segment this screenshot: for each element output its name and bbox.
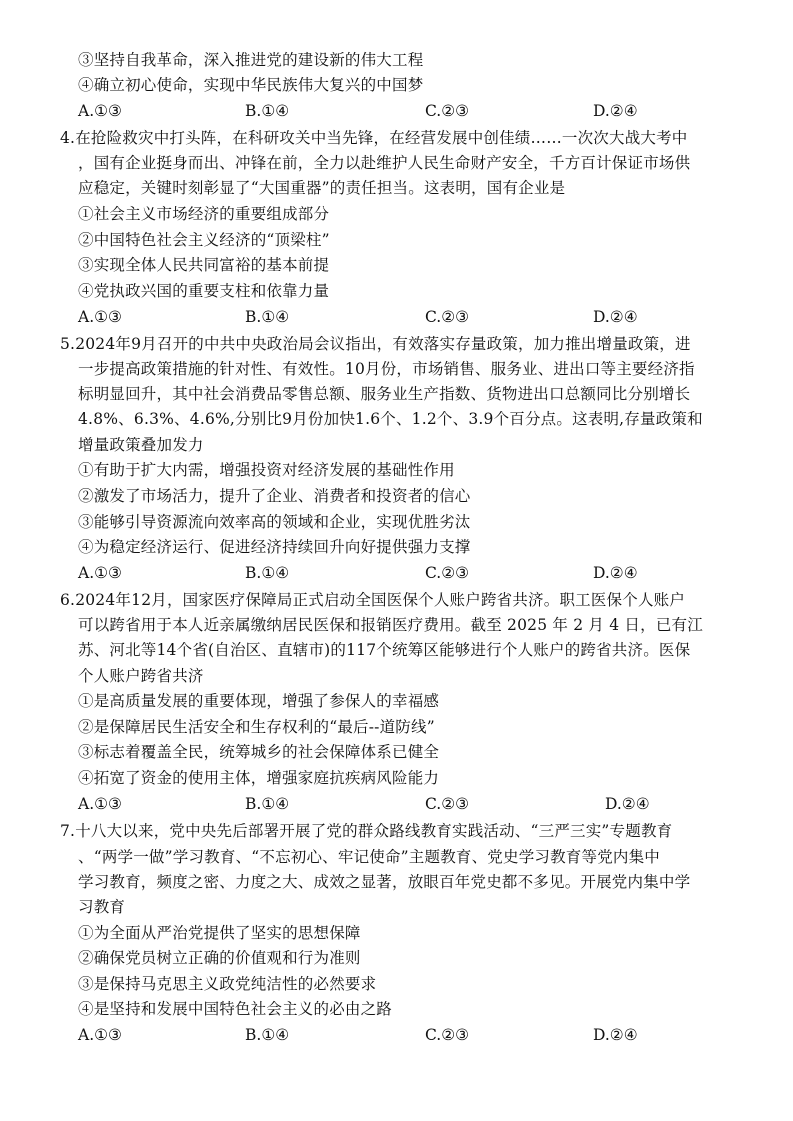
q5-stem-line-5: 增量政策叠加发力 — [78, 436, 204, 454]
q6-statement-1: ①是高质量发展的重要体现，增强了参保人的幸福感 — [78, 692, 440, 710]
q4-statement-2: ②中国特色社会主义经济的“顶梁柱” — [78, 231, 330, 249]
q6-option-c: C.②③ — [425, 795, 470, 813]
q7-stem-line-4: 习教育 — [78, 898, 126, 916]
q3-statement-3: ③坚持自我革命，深入推进党的建设新的伟大工程 — [78, 51, 424, 69]
q4-statement-1: ①社会主义市场经济的重要组成部分 — [78, 205, 330, 223]
q6-stem-line-3: 苏、河北等14个省(自治区、直辖市)的117个统筹区能够进行个人账户的跨省共济。医保 — [78, 641, 691, 659]
q5-statement-4: ④为稳定经济运行、促进经济持续回升向好提供强力支撑 — [78, 538, 471, 556]
q4-stem-line-3: 应稳定，关键时刻彰显了“大国重器”的责任担当。这表明，国有企业是 — [78, 179, 566, 197]
q6-option-a: A.①③ — [78, 795, 122, 813]
q7-option-c: C.②③ — [425, 1026, 470, 1044]
q5-stem-line-4: 4.8%、6.3%、4.6%,分别比9月份加快1.6个、1.2个、3.9个百分点。这表明,存量政策和 — [78, 410, 703, 428]
q6-stem-line-4: 个人账户跨省共济 — [78, 667, 204, 685]
q5-stem-line-2: 一步提高政策措施的针对性、有效性。10月份，市场销售、服务业、进出口等主要经济指 — [78, 360, 695, 378]
q7-stem-line-2: 、“两学一做”学习教育、“不忘初心、牢记使命”主题教育、党史学习教育等党内集中 — [78, 848, 660, 866]
q5-option-b: B.①④ — [245, 564, 290, 582]
q7-statement-2: ②确保党员树立正确的价值观和行为准则 — [78, 949, 361, 967]
q3-option-a: A.①③ — [78, 102, 122, 120]
q5-statement-1: ①有助于扩大内需，增强投资对经济发展的基础性作用 — [78, 461, 455, 479]
q6-statement-2: ②是保障居民生活安全和生存权利的“最后--道防线” — [78, 718, 435, 736]
q4-stem-line-1: 4.在抢险救灾中打头阵，在科研攻关中当先锋，在经营发展中创佳绩……一次次大战大考中 — [60, 129, 688, 147]
q5-option-c: C.②③ — [425, 564, 470, 582]
q7-statement-3: ③是保持马克思主义政党纯洁性的必然要求 — [78, 975, 377, 993]
q7-option-b: B.①④ — [245, 1026, 290, 1044]
q3-statement-4: ④确立初心使命，实现中华民族伟大复兴的中国梦 — [78, 76, 424, 94]
q7-option-d: D.②④ — [593, 1026, 638, 1044]
q4-option-c: C.②③ — [425, 308, 470, 326]
q6-stem-line-1: 6.2024年12月，国家医疗保障局正式启动全国医保个人账户跨省共济。职工医保个人账户 — [60, 591, 686, 609]
q3-option-b: B.①④ — [245, 102, 290, 120]
q7-option-a: A.①③ — [78, 1026, 122, 1044]
q5-option-d: D.②④ — [593, 564, 638, 582]
q3-option-c: C.②③ — [425, 102, 470, 120]
q5-statement-3: ③能够引导资源流向效率高的领域和企业，实现优胜劣汰 — [78, 513, 471, 531]
q6-statement-3: ③标志着覆盖全民，统筹城乡的社会保障体系已健全 — [78, 743, 440, 761]
q4-option-b: B.①④ — [245, 308, 290, 326]
q5-statement-2: ②激发了市场活力，提升了企业、消费者和投资者的信心 — [78, 487, 471, 505]
q6-stem-line-2: 可以跨省用于本人近亲属缴纳居民医保和报销医疗费用。截至 2025 年 2 月 4 日，已有江 — [78, 616, 703, 634]
q4-option-d: D.②④ — [593, 308, 638, 326]
q5-stem-line-3: 标明显回升，其中社会消费品零售总额、服务业生产指数、货物进出口总额同比分别增长 — [78, 385, 691, 403]
q4-option-a: A.①③ — [78, 308, 122, 326]
q7-statement-4: ④是坚持和发展中国特色社会主义的必由之路 — [78, 1000, 393, 1018]
q4-statement-4: ④党执政兴国的重要支柱和依靠力量 — [78, 282, 330, 300]
q6-statement-4: ④拓宽了资金的使用主体，增强家庭抗疾病风险能力 — [78, 769, 440, 787]
q7-statement-1: ①为全面从严治党提供了坚实的思想保障 — [78, 924, 361, 942]
q7-stem-line-1: 7.十八大以来，党中央先后部署开展了党的群众路线教育实践活动、“三严三实”专题教育 — [60, 822, 673, 840]
q7-stem-line-3: 学习教育，频度之密、力度之大、成效之显著，放眼百年党史都不多见。开展党内集中学 — [78, 873, 691, 891]
q4-stem-line-2: ，国有企业挺身而出、冲锋在前，全力以赴维护人民生命财产安全，千方百计保证市场供 — [78, 154, 691, 172]
q5-option-a: A.①③ — [78, 564, 122, 582]
q6-option-d: D.②④ — [605, 795, 650, 813]
q4-statement-3: ③实现全体人民共同富裕的基本前提 — [78, 256, 330, 274]
q6-option-b: B.①④ — [245, 795, 290, 813]
q5-stem-line-1: 5.2024年9月召开的中共中央政治局会议指出，有效落实存量政策，加力推出增量政策，进 — [60, 335, 691, 353]
q3-option-d: D.②④ — [593, 102, 638, 120]
